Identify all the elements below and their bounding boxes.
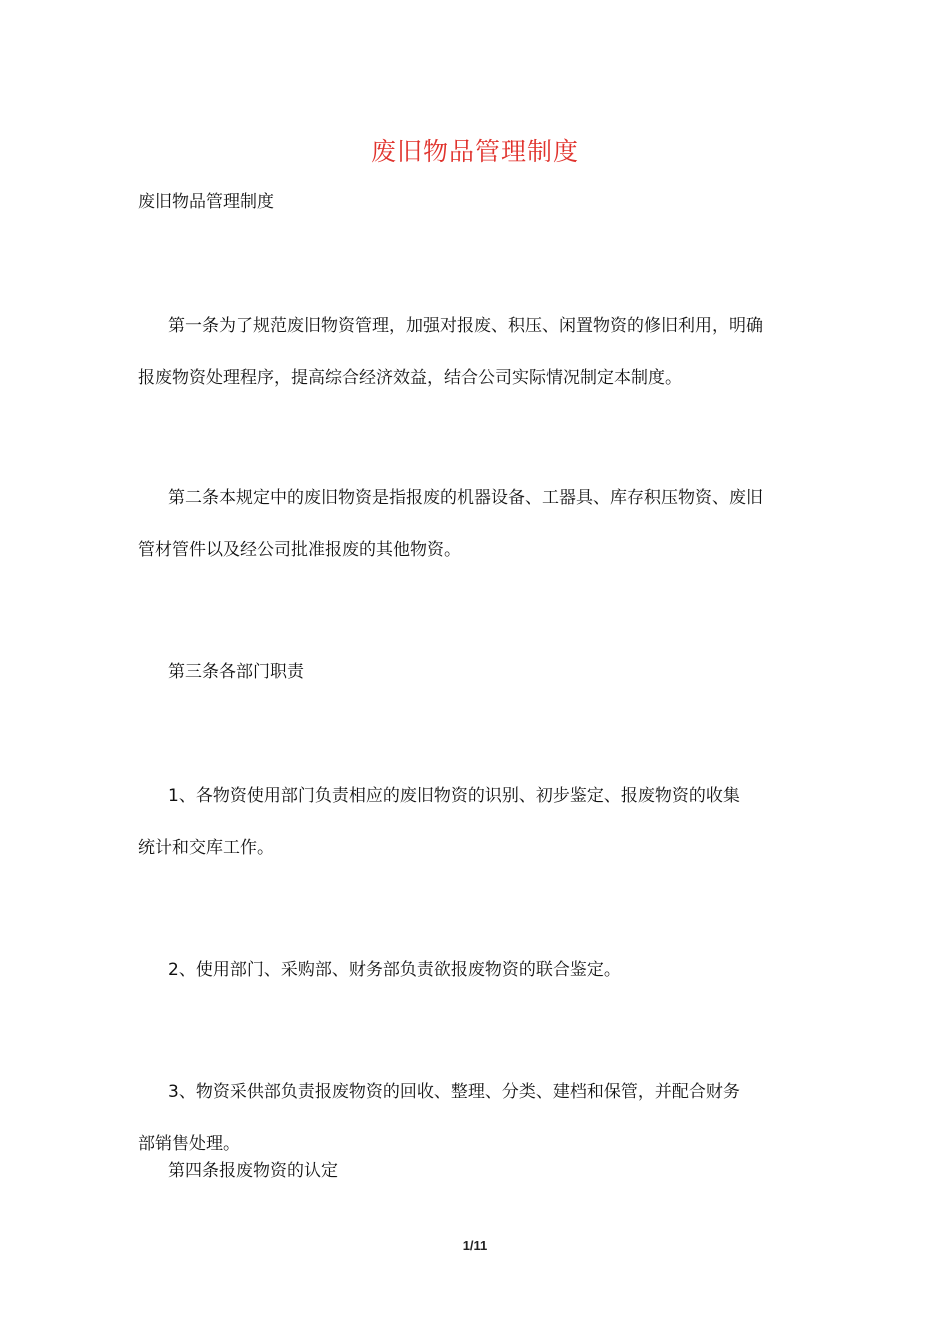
- article3-item3-line2: 部销售处理。: [138, 1134, 240, 1154]
- article2-line2: 管材管件以及经公司批准报废的其他物资。: [138, 540, 461, 560]
- article1-line1: 第一条为了规范废旧物资管理，加强对报废、积压、闲置物资的修旧利用，明确: [168, 316, 763, 336]
- article3-item3-line1: 3、物资采供部负责报废物资的回收、整理、分类、建档和保管，并配合财务: [168, 1082, 740, 1102]
- article3-item1-line2: 统计和交库工作。: [138, 838, 274, 858]
- document-subtitle: 废旧物品管理制度: [138, 192, 274, 212]
- article3-item1-line1: 1、各物资使用部门负责相应的废旧物资的识别、初步鉴定、报废物资的收集: [168, 786, 740, 806]
- article3-item2-line1: 2、使用部门、采购部、财务部负责欲报废物资的联合鉴定。: [168, 960, 621, 980]
- article3-heading: 第三条各部门职责: [168, 662, 304, 682]
- document-title: 废旧物品管理制度: [370, 137, 579, 166]
- article4-heading: 第四条报废物资的认定: [168, 1161, 338, 1181]
- page-number: 1/11: [462, 1238, 488, 1253]
- article1-line2: 报废物资处理程序，提高综合经济效益，结合公司实际情况制定本制度。: [138, 368, 682, 388]
- article2-line1: 第二条本规定中的废旧物资是指报废的机器设备、工器具、库存积压物资、废旧: [168, 488, 763, 508]
